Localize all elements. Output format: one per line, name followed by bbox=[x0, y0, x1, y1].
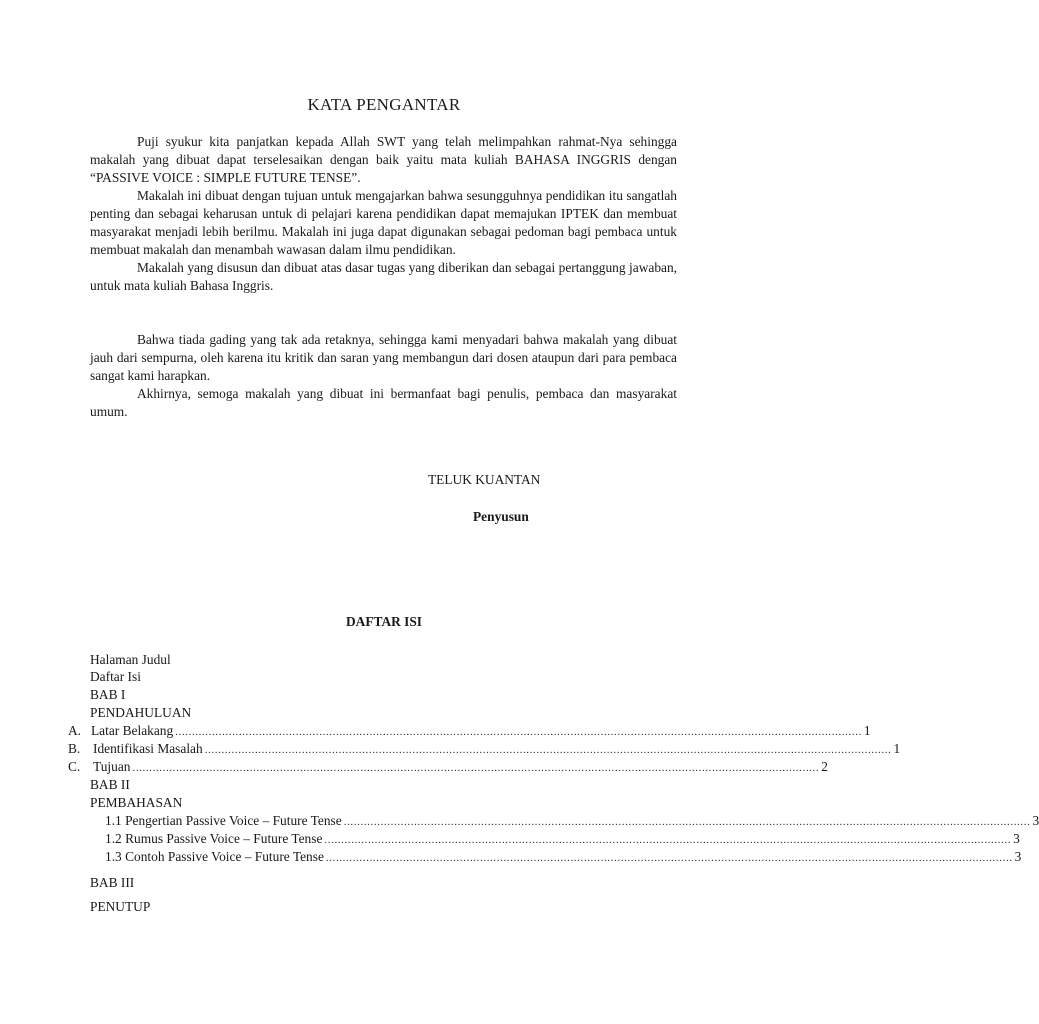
toc-entry-latar-belakang bbox=[68, 722, 871, 741]
page-title: KATA PENGANTAR bbox=[307, 95, 461, 114]
toc-entry-label: 1.3 Contoh Passive Voice – Future Tense bbox=[105, 849, 324, 864]
toc-bab-3-title: PENUTUP bbox=[90, 899, 151, 914]
toc-leader-dots: ............................................................................................................................................................................................................. bbox=[132, 762, 820, 774]
preface-paragraph-2: Makalah ini dibuat dengan tujuan untuk mengajarkan bahwa sesungguhnya pendidikan itu sangatlah penting dan sebagai keharusan untuk di pelajari karena pendidikan dapat memajukan IPTEK dan membuat masyarakat menjadi lebih berilmu. Makalah ini juga dapat digunakan sebagai pedoman bagi pembaca untuk membuat makalah dan menambah wawasan dalam ilmu pendidikan. bbox=[90, 188, 677, 257]
toc-marker: B. bbox=[68, 741, 81, 756]
toc-leader-dots: ............................................................................................................................................................................................................. bbox=[343, 816, 1031, 828]
toc-daftar-isi: Daftar Isi bbox=[90, 669, 141, 684]
toc-marker: C. bbox=[68, 759, 81, 774]
toc-marker: A. bbox=[68, 723, 82, 738]
toc-entry-label: Latar Belakang bbox=[91, 723, 174, 738]
signature-author: Penyusun bbox=[473, 509, 529, 524]
preface-paragraph-5: Akhirnya, semoga makalah yang dibuat ini bermanfaat bagi penulis, pembaca dan masyarakat umum. bbox=[90, 386, 677, 419]
toc-entry-label: Tujuan bbox=[93, 759, 131, 774]
toc-entry-label: 1.2 Rumus Passive Voice – Future Tense bbox=[105, 831, 323, 846]
toc-bab-3: BAB III bbox=[90, 875, 135, 890]
toc-entry-1-1 bbox=[105, 812, 1039, 831]
preface-paragraph-3: Makalah yang disusun dan dibuat atas dasar tugas yang diberikan dan sebagai pertanggung jawaban, untuk mata kuliah Bahasa Inggris. bbox=[90, 260, 677, 293]
toc-leader-dots: ............................................................................................................................................................................................................. bbox=[204, 744, 892, 756]
toc-entry-page: 3 bbox=[1032, 813, 1039, 828]
toc-leader-dots: ............................................................................................................................................................................................................. bbox=[325, 852, 1013, 864]
toc-entry-page: 3 bbox=[1014, 849, 1022, 864]
toc-entry-page: 1 bbox=[893, 741, 901, 756]
preface-body bbox=[90, 133, 677, 421]
toc-entry-page: 3 bbox=[1013, 831, 1020, 846]
toc-leader-dots: ............................................................................................................................................................................................................. bbox=[175, 726, 862, 738]
toc-halaman-judul: Halaman Judul bbox=[90, 652, 171, 667]
toc-bab-2: BAB II bbox=[90, 777, 130, 792]
toc-entry-tujuan bbox=[68, 758, 828, 777]
signature-place: TELUK KUANTAN bbox=[428, 472, 541, 487]
toc-entry-1-2 bbox=[105, 830, 1020, 849]
toc-entry-label: Identifikasi Masalah bbox=[93, 741, 203, 756]
toc-entry-page: 1 bbox=[863, 723, 871, 738]
toc-entry-page: 2 bbox=[821, 759, 828, 774]
toc-entry-identifikasi-masalah bbox=[68, 740, 901, 759]
toc-bab-2-title: PEMBAHASAN bbox=[90, 795, 183, 810]
toc-title: DAFTAR ISI bbox=[345, 614, 422, 629]
toc-leader-dots: ............................................................................................................................................................................................................. bbox=[324, 834, 1012, 846]
toc-entry-1-3 bbox=[105, 848, 1022, 867]
toc-bab-1: BAB I bbox=[90, 687, 126, 702]
preface-paragraph-1: Puji syukur kita panjatkan kepada Allah SWT yang telah melimpahkan rahmat-Nya sehingga makalah yang dibuat dapat terselesaikan dengan baik yaitu mata kuliah BAHASA INGGRIS dengan “PASSIVE VOICE : SIMPLE FUTURE TENSE”. bbox=[90, 134, 677, 185]
toc-bab-1-title: PENDAHULUAN bbox=[90, 705, 192, 720]
preface-paragraph-4: Bahwa tiada gading yang tak ada retaknya, sehingga kami menyadari bahwa makalah yang dibuat jauh dari sempurna, oleh karena itu kritik dan saran yang membangun dari dosen ataupun dari para pembaca sangat kami harapkan. bbox=[90, 332, 677, 383]
toc-entry-label: 1.1 Pengertian Passive Voice – Future Tense bbox=[105, 813, 342, 828]
